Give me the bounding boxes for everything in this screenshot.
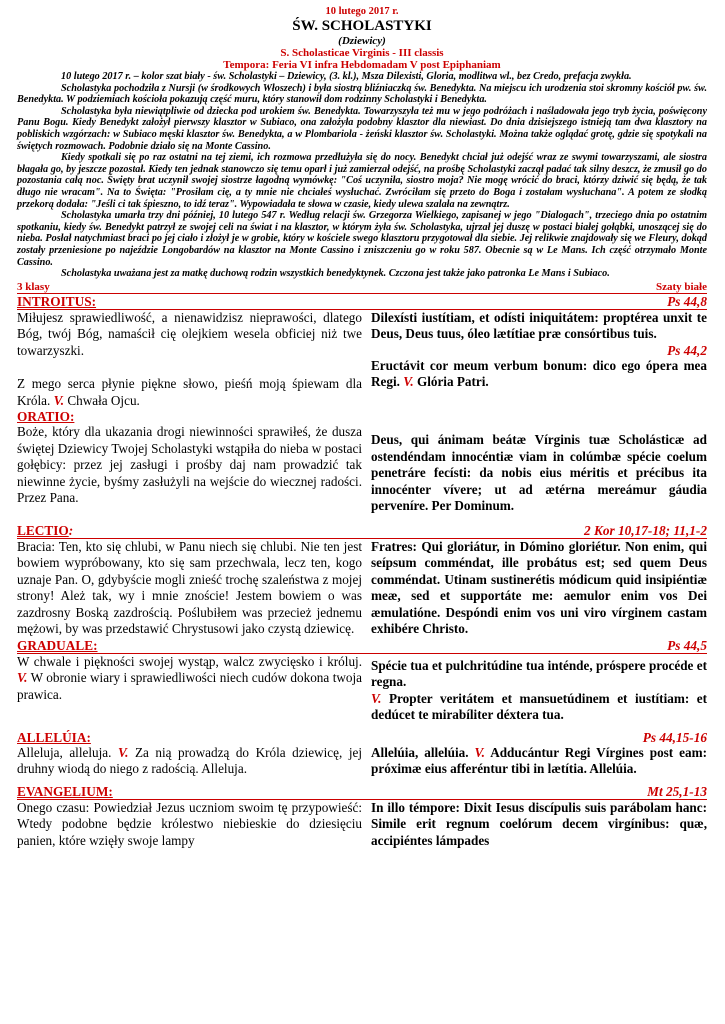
liturgical-class: 3 klasy xyxy=(17,280,50,293)
feast-date: 10 lutego 2017 r. xyxy=(325,6,399,17)
lectio-label-wrap: LECTIO: xyxy=(17,522,74,538)
graduale-polish: W chwale i piękności swojej wystąp, walcz zwycięsko i króluj. V. W obronie wiary i sprawiedliwości niech cudów dokona twoja prawica. xyxy=(17,653,362,702)
intro-paragraph: Scholastyka uważana jest za matkę duchową rodzin wszystkich benedyktynek. Czczona jest także jako patronka Le Mans i Subiaco. xyxy=(61,268,610,280)
feast-title: ŚW. SCHOLASTYKI xyxy=(292,18,432,34)
lectio-polish: Bracia: Ten, kto się chlubi, w Panu niech się chlubi. Nie ten jest bowiem wypróbowany, kto się sam przechwala, lecz ten, kogo uznaje Pan. O, gdybyście mogli znieść trochę szaleństwa z mojej strony! Ależ tak, wy i mnie znoście! Jestem bowiem o was zazdrosny Boską zazdrością. Poślubiłem was przecież jednemu mężowi, by was przedstawić Chrystusowi jako czystą dziewicę. xyxy=(17,538,362,637)
introitus-header xyxy=(17,294,707,310)
oratio-latin: Deus, qui ánimam beátæ Vírginis tuæ Scholásticæ ad ostendéndam innocéntiæ viam in colúmbæ spécie coelum penetráre fecísti: da nobis eius méritis et précibus ita innocénter vívere; ut ad ætérna mereámur gáudia perveníre. Per Dominum. xyxy=(371,432,707,514)
introitus-ref: Ps 44,8 xyxy=(667,293,707,309)
lectio-latin: Fratres: Qui gloriátur, in Dómino gloriétur. Non enim, qui seípsum comméndat, ille probátus est; sed quem Deus comméndat. Utinam sustinerétis módicum quid insipiéntiæ meæ, sed et supportáte me: aemulor enim vos Dei æmulatióne. Despóndi enim vos uni viro vírginem castam exhibére Christo. xyxy=(371,538,707,637)
versicle-mark: V. xyxy=(17,670,28,686)
introitus-ref-2: Ps 44,2 xyxy=(667,342,707,358)
lectio-label: LECTIO xyxy=(17,522,69,538)
latin-feast-name: S. Scholasticae Virginis - III classis xyxy=(280,47,444,59)
oratio-body xyxy=(17,424,707,515)
intro-paragraph: Scholastyka była niewiątpliwie od dziecka pod urokiem św. Benedykta. Towarzyszyła też mu w jego podróżach i naśladowała jego tryb życia, poświęcony Panu Bogu. Kiedy Benedykt założył pierwszy klasztor w Subiaco, ona założyła podobny klasztor dla niewiast. Do dnia dzisiejszego istnieją tam dwa klasztory na pobliskich wzgórzach: w Subiaco męski klasztor św. Benedykta, a w Plombariola - żeński klasztor św. Scholastyki. Można także oglądać grotę, gdzie się spotykali na świętych rozmowach. Podobnie działo się na Monte Cassino. xyxy=(17,105,707,152)
alleluia-polish: Alleluja, alleluja. V. Za nią prowadzą do Króla dziewicę, jej druhny wiodą do niego z radością. Alleluja. xyxy=(17,744,363,777)
intro-paragraph: Scholastyka pochodziła z Nursji (w środkowych Włoszech) i była siostrą bliźniaczką św. Benedykta. Na miejscu ich urodzenia stoi skromny kościół pw. św. Benedykta. W podziemiach kościoła pokazują część muru, który stanowił dom rodzinny Scholastyki i Benedykta. xyxy=(17,82,707,106)
versicle-mark: V. xyxy=(117,744,129,760)
page-header xyxy=(17,6,707,71)
oratio-label: ORATIO: xyxy=(17,409,75,425)
graduale-latin: Spécie tua et pulchritúdine tua inténde, próspere procéde et regna. V. Propter veritátem et mansuetúdinem et iustítiam: et dedúcet te mirabíliter déxtera tua. xyxy=(371,657,708,723)
oratio-polish: Boże, który dla ukazania drogi niewinności sprawiłeś, że dusza świętej Dziewicy Twojej Scholastyki wstąpiła do nieba w postaci gołębicy: przez jej zasługi i prośby daj nam prowadzić tak niewinne życie, byśmy zasłużyli na wejście do wiecznej radości. Przez Pana. xyxy=(17,424,362,506)
intro-paragraph: 10 lutego 2017 r. – kolor szat biały - św. Scholastyki – Dziewicy, (3. kl.), Msza Dilexisti, Gloria, modlitwa wl., bez Credo, prefacja zwykła. xyxy=(61,71,632,82)
tempora-line: Tempora: Feria VI infra Hebdomadam V post Epiphaniam xyxy=(223,59,501,71)
introitus-polish xyxy=(17,310,362,410)
evangelium-body xyxy=(17,800,707,850)
feast-subtitle: (Dziewicy) xyxy=(338,35,386,47)
intro-paragraph: Scholastyka umarła trzy dni później, 10 lutego 547 r. Według relacji św. Grzegorza Wielkiego, zapisanej w jego "Dialogach", trzeciego dnia po ostatnim spotkaniu, kiedy św. Benedykt patrzył ze swojej celi na świat i na klasztor, w którym żyła św. Scholastyka, ujrzał jej duszę w postaci białej gołąbki, unoszącej się do nieba. Posłał natychmiast braci po jej ciało i złożył je w grobie, który w kościele swego klasztoru przygotował dla siebie. Jej relikwie znajdowały się we Fleury, dokąd zostały przeniesione po najeździe Longobardów na klasztor na Monte Cassino i zniszczeniu go w roku 587. Obecnie są w Le Mans. Ich część otrzymało Monte Cassino. xyxy=(17,210,707,268)
lectio-header xyxy=(17,523,707,539)
versicle-mark: V. xyxy=(53,392,65,408)
evangelium-header xyxy=(17,784,707,800)
alleluia-header xyxy=(17,724,707,745)
graduale-label: GRADUALE: xyxy=(17,637,98,653)
graduale-header xyxy=(17,638,707,654)
introitus-label: INTROITUS: xyxy=(17,293,97,309)
introitus-latin xyxy=(371,310,707,410)
intro-text xyxy=(17,71,707,280)
lectio-body xyxy=(17,539,707,638)
introitus-polish-antiphon: Miłujesz sprawiedliwość, a nienawidzisz nieprawości, dlatego Bóg, twój Bóg, namaścił cię olejkiem wesela obficiej niż twe towarzyszki. xyxy=(17,309,362,358)
versicle-mark: V. xyxy=(403,374,414,390)
evangelium-latin: In illo témpore: Dixit Iesus discípulis suis parábolam hanc: Simile erit regnum coelórum decem virgínibus: quæ, accipiéntes lámpades xyxy=(371,799,707,848)
introitus-polish-verse: Z mego serca płynie piękne słowo, pieśń moją śpiewam dla Króla. V. Chwała Ojcu. xyxy=(17,376,362,408)
oratio-header xyxy=(17,409,707,424)
evangelium-label: EVANGELIUM: xyxy=(17,783,113,799)
graduale-ref: Ps 44,5 xyxy=(667,637,707,653)
vestment-color: Szaty białe xyxy=(655,280,707,293)
missal-page xyxy=(17,6,707,849)
versicle-mark: V. xyxy=(474,744,485,760)
introitus-latin-verse: Eructávit cor meum verbum bonum: dico ego ópera mea Regi. V. Glória Patri. xyxy=(371,357,707,390)
graduale-body xyxy=(17,654,707,724)
alleluia-body xyxy=(17,745,707,778)
alleluia-label: ALLELÚIA: xyxy=(17,729,91,745)
intro-paragraph: Kiedy spotkali się po raz ostatni na tej ziemi, ich rozmowa przedłużyła się do nocy. Benedykt chciał już odejść wraz ze swymi towarzyszami, ale siostra błagała go, by jeszcze pozostał. Kiedy ten jednak stanowczo się temu oparł i już zamierzał odejść, na prośbę Scholastyki zaczął padać tak silny deszcz, że zmusił go do pozostania całą noc. Święty brat uczynił swojej siostrze łagodną wymówkę: "Coś uczyniła, siostro moja? Nie mogę wrócić do braci, którzy dziwić się będą, że tak długo nie wracam". Na to Święta: "Prosiłam cię, a ty mnie nie chciałeś wysłuchać. Zwróciłam się przeto do Boga i zostałam wysłuchana". A potem ze słodką przekorą dodała: "Jeśli ci tak śpieszno, to idź teraz". Wypowiadała te słowa w czasie, kiedy ulewa szalała na zewnątrz. xyxy=(17,152,707,210)
introitus-body xyxy=(17,310,707,410)
alleluia-ref: Ps 44,15-16 xyxy=(642,729,707,745)
alleluia-latin: Allelúia, allelúia. V. Adducántur Regi Vírgines post eam: próximæ eius afferéntur tibi in lætítia. Allelúia. xyxy=(371,744,707,777)
versicle-mark: V. xyxy=(371,690,382,706)
class-row xyxy=(17,281,707,294)
evangelium-ref: Mt 25,1-13 xyxy=(647,783,707,799)
introitus-latin-antiphon: Dilexísti iustítiam, et odísti iniquitátem: proptérea unxit te Deus, Deus tuus, óleo lætítiae præ consórtibus tuis. xyxy=(371,309,707,342)
evangelium-polish: Onego czasu: Powiedział Jezus uczniom swoim tę przypowieść: Wtedy podobne będzie królestwo niebieskie do dziesięciu panien, które wzięły swoje lampy xyxy=(17,799,362,848)
lectio-ref: 2 Kor 10,17-18; 11,1-2 xyxy=(584,522,707,538)
